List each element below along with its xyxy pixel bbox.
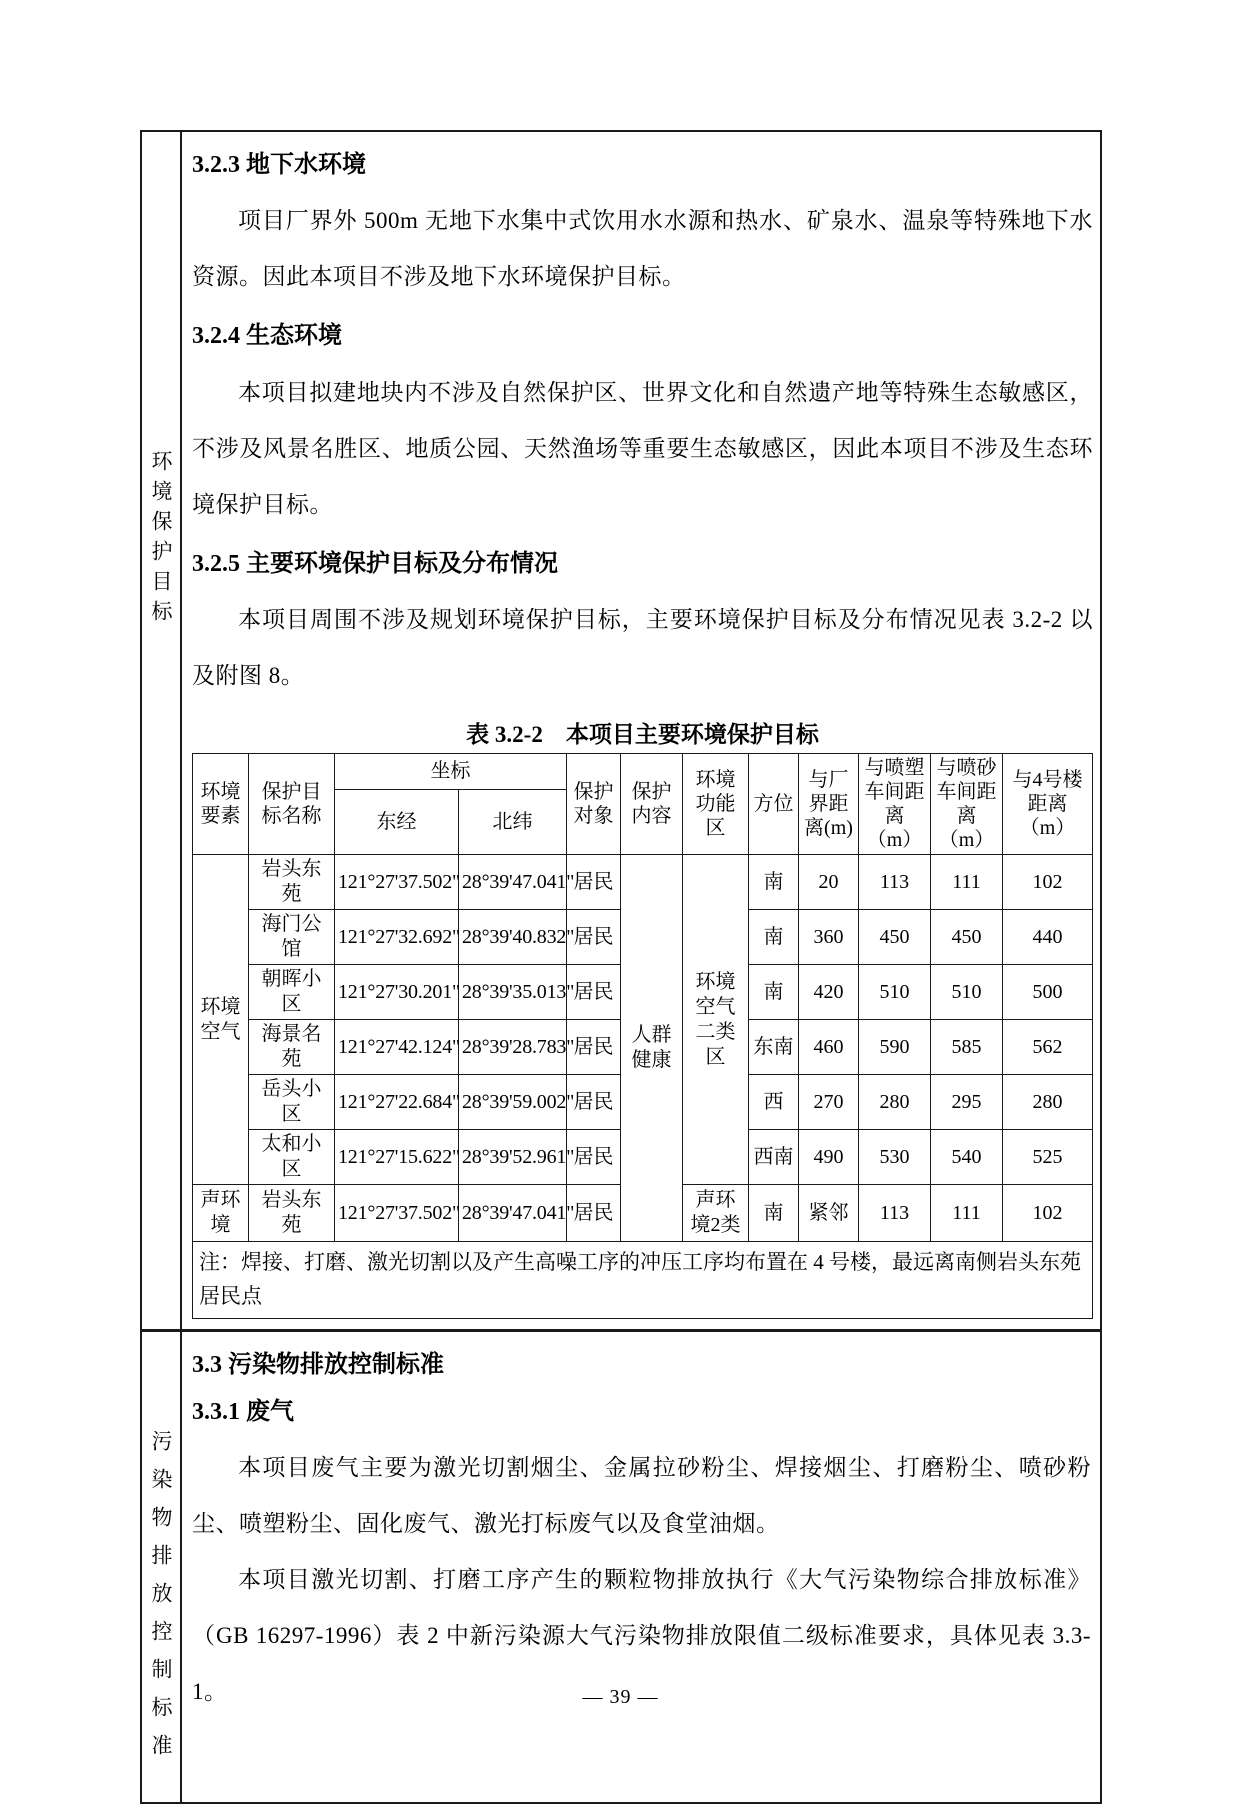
col-header-direction: 方位 xyxy=(749,754,799,855)
cell-zone-air: 环境空气二类区 xyxy=(683,855,749,1185)
cell-element-air: 环境空气 xyxy=(193,855,249,1185)
cell-direction: 南 xyxy=(749,855,799,910)
cell-dist-plastic: 113 xyxy=(859,1185,931,1242)
cell-direction: 东南 xyxy=(749,1020,799,1075)
cell-latitude: 28°39'40.832" xyxy=(459,910,567,965)
page-number: — 39 — xyxy=(582,1686,659,1708)
cell-dist-sand: 450 xyxy=(931,910,1003,965)
cell-dist-building4: 440 xyxy=(1003,910,1093,965)
cell-target-name: 岳头小区 xyxy=(249,1075,335,1130)
para-waste-gas-standard: 本项目激光切割、打磨工序产生的颗粒物排放执行《大气污染物综合排放标准》（GB 16297-1996）表 2 中新污染源大气污染物排放限值二级标准要求，具体见表 3.3-1。 xyxy=(192,1567,1091,1705)
cell-dist-boundary: 360 xyxy=(799,910,859,965)
cell-longitude: 121°27'37.502" xyxy=(335,1185,459,1242)
cell-longitude: 121°27'32.692" xyxy=(335,910,459,965)
col-header-element: 环境要素 xyxy=(193,754,249,855)
para-ecology: 本项目拟建地块内不涉及自然保护区、世界文化和自然遗产地等特殊生态敏感区，不涉及风景名胜区、地质公园、天然渔场等重要生态敏感区，因此本项目不涉及生态环境保护目标。 xyxy=(192,379,1093,517)
cell-latitude: 28°39'28.783" xyxy=(459,1020,567,1075)
cell-dist-building4: 525 xyxy=(1003,1130,1093,1185)
col-header-zone: 环境功能区 xyxy=(683,754,749,855)
cell-dist-boundary: 490 xyxy=(799,1130,859,1185)
cell-direction: 南 xyxy=(749,1185,799,1242)
cell-direction: 西 xyxy=(749,1075,799,1130)
cell-content-all: 人群健康 xyxy=(621,855,683,1242)
cell-dist-sand: 111 xyxy=(931,1185,1003,1242)
table-note-row xyxy=(193,1242,1093,1318)
sidebar-env-targets xyxy=(142,132,182,1329)
section-env-protection-targets xyxy=(142,132,1100,1329)
cell-dist-boundary: 20 xyxy=(799,855,859,910)
cell-longitude: 121°27'37.502" xyxy=(335,855,459,910)
cell-dist-plastic: 280 xyxy=(859,1075,931,1130)
cell-object: 居民 xyxy=(567,1020,621,1075)
cell-dist-plastic: 113 xyxy=(859,855,931,910)
cell-latitude: 28°39'35.013" xyxy=(459,965,567,1020)
cell-dist-building4: 280 xyxy=(1003,1075,1093,1130)
section-pollution-content xyxy=(182,1332,1100,1802)
heading-3-3: 3.3 污染物排放控制标准 xyxy=(192,1351,444,1378)
para-groundwater: 项目厂界外 500m 无地下水集中式饮用水水源和热水、矿泉水、温泉等特殊地下水资源。因此本项目不涉及地下水环境保护目标。 xyxy=(192,208,1093,290)
sidebar-label-pollution-standards: 污染物排放控制标准 xyxy=(149,1429,173,1772)
col-header-latitude: 北纬 xyxy=(459,789,567,855)
sidebar-pollution-standards xyxy=(142,1332,182,1802)
cell-dist-sand: 295 xyxy=(931,1075,1003,1130)
cell-dist-boundary: 460 xyxy=(799,1020,859,1075)
cell-target-name: 太和小区 xyxy=(249,1130,335,1185)
cell-dist-plastic: 450 xyxy=(859,910,931,965)
cell-object: 居民 xyxy=(567,1130,621,1185)
cell-object: 居民 xyxy=(567,910,621,965)
heading-3-3-1: 3.3.1 废气 xyxy=(192,1398,294,1425)
cell-target-name: 岩头东苑 xyxy=(249,1185,335,1242)
cell-target-name: 海景名苑 xyxy=(249,1020,335,1075)
table-row xyxy=(193,855,1093,910)
cell-object: 居民 xyxy=(567,965,621,1020)
col-header-dist-plastic: 与喷塑车间距离（m） xyxy=(859,754,931,855)
heading-3-2-5: 3.2.5 主要环境保护目标及分布情况 xyxy=(192,550,558,577)
heading-3-2-3: 3.2.3 地下水环境 xyxy=(192,152,366,178)
cell-element-noise: 声环境 xyxy=(193,1185,249,1242)
cell-target-name: 朝晖小区 xyxy=(249,965,335,1020)
para-main-targets: 本项目周围不涉及规划环境保护目标，主要环境保护目标及分布情况见表 3.2-2 以及附图 8。 xyxy=(192,607,1093,689)
cell-dist-building4: 102 xyxy=(1003,855,1093,910)
cell-latitude: 28°39'47.041" xyxy=(459,1185,567,1242)
cell-dist-building4: 102 xyxy=(1003,1185,1093,1242)
cell-direction: 西南 xyxy=(749,1130,799,1185)
cell-target-name: 岩头东苑 xyxy=(249,855,335,910)
document-frame xyxy=(140,130,1102,1804)
col-header-dist-building4: 与4号楼距离（m） xyxy=(1003,754,1093,855)
cell-dist-sand: 540 xyxy=(931,1130,1003,1185)
para-waste-gas-sources: 本项目废气主要为激光切割烟尘、金属拉砂粉尘、焊接烟尘、打磨粉尘、喷砂粉尘、喷塑粉尘、固化废气、激光打标废气以及食堂油烟。 xyxy=(192,1454,1091,1536)
section-env-content xyxy=(182,132,1102,1329)
cell-longitude: 121°27'15.622" xyxy=(335,1130,459,1185)
table-caption: 表 3.2-2 本项目主要环境保护目标 xyxy=(466,722,819,748)
heading-3-2-4: 3.2.4 生态环境 xyxy=(192,323,342,350)
cell-dist-plastic: 530 xyxy=(859,1130,931,1185)
cell-zone-noise: 声环境2类 xyxy=(683,1185,749,1242)
col-header-longitude: 东经 xyxy=(335,789,459,855)
cell-object: 居民 xyxy=(567,1185,621,1242)
cell-direction: 南 xyxy=(749,910,799,965)
cell-latitude: 28°39'52.961" xyxy=(459,1130,567,1185)
cell-direction: 南 xyxy=(749,965,799,1020)
cell-latitude: 28°39'47.041" xyxy=(459,855,567,910)
env-targets-table xyxy=(192,753,1093,1318)
cell-dist-boundary: 270 xyxy=(799,1075,859,1130)
col-header-coordinates: 坐标 xyxy=(335,754,567,789)
cell-latitude: 28°39'59.002" xyxy=(459,1075,567,1130)
cell-longitude: 121°27'22.684" xyxy=(335,1075,459,1130)
col-header-object: 保护对象 xyxy=(567,754,621,855)
col-header-dist-sand: 与喷砂车间距离（m） xyxy=(931,754,1003,855)
col-header-dist-boundary: 与厂界距离(m) xyxy=(799,754,859,855)
cell-target-name: 海门公馆 xyxy=(249,910,335,965)
cell-dist-sand: 111 xyxy=(931,855,1003,910)
cell-object: 居民 xyxy=(567,1075,621,1130)
cell-dist-boundary: 420 xyxy=(799,965,859,1020)
cell-dist-building4: 500 xyxy=(1003,965,1093,1020)
table-note: 注：焊接、打磨、激光切割以及产生高噪工序的冲压工序均布置在 4 号楼，最远离南侧岩头东苑居民点 xyxy=(193,1242,1093,1318)
cell-dist-plastic: 590 xyxy=(859,1020,931,1075)
cell-longitude: 121°27'30.201" xyxy=(335,965,459,1020)
col-header-target-name: 保护目标名称 xyxy=(249,754,335,855)
cell-dist-plastic: 510 xyxy=(859,965,931,1020)
cell-dist-building4: 562 xyxy=(1003,1020,1093,1075)
cell-dist-boundary: 紧邻 xyxy=(799,1185,859,1242)
section-pollution-standards xyxy=(142,1329,1100,1802)
col-header-content: 保护内容 xyxy=(621,754,683,855)
cell-dist-sand: 510 xyxy=(931,965,1003,1020)
cell-dist-sand: 585 xyxy=(931,1020,1003,1075)
cell-object: 居民 xyxy=(567,855,621,910)
cell-longitude: 121°27'42.124" xyxy=(335,1020,459,1075)
sidebar-label-env-targets: 环境保护目标 xyxy=(149,450,173,630)
